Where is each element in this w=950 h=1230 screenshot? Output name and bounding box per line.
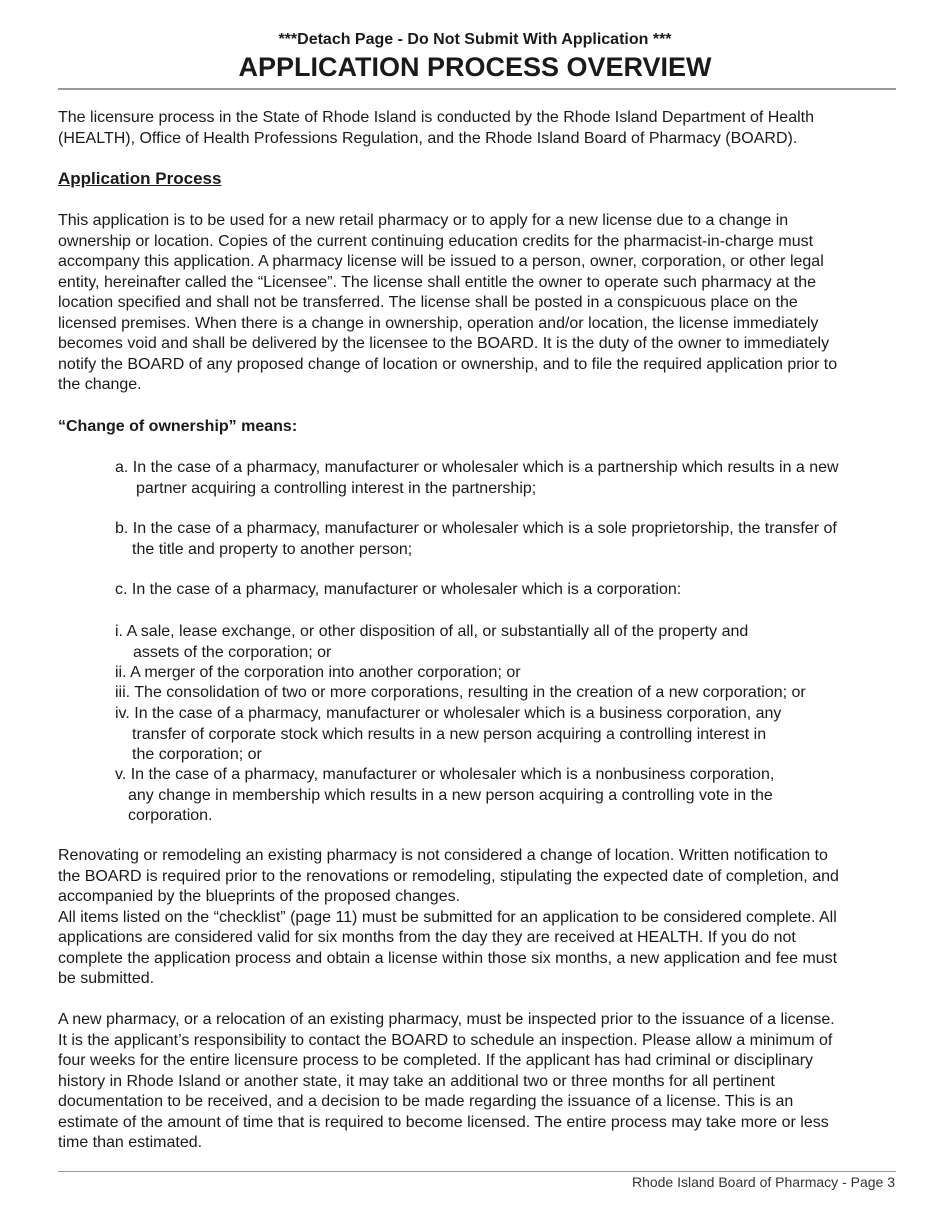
text-line: ii. A merger of the corporation into another corporation; or	[115, 664, 521, 681]
text-line: the change.	[58, 376, 142, 393]
change-of-ownership-heading: “Change of ownership” means:	[58, 418, 298, 435]
text-line: location specified and shall not be transferred. The license shall be posted in a conspicuous place on the	[58, 294, 798, 311]
text-line: licensed premises. When there is a change in ownership, operation and/or location, the license immediately	[58, 314, 819, 332]
text-line: time than estimated.	[58, 1134, 203, 1151]
text-line: history in Rhode Island or another state, it may take an additional two or three months for all pertinent	[58, 1072, 775, 1090]
inspection-paragraph	[58, 1010, 835, 1154]
detach-notice: ***Detach Page - Do Not Submit With Application ***	[278, 31, 672, 48]
text-line: corporation.	[128, 807, 213, 824]
section-heading: Application Process	[58, 169, 222, 188]
renovation-paragraph	[58, 846, 839, 990]
text-line: notify the BOARD of any proposed change of location or ownership, and to file the required application prior to	[58, 355, 838, 373]
text-line: A new pharmacy, or a relocation of an existing pharmacy, must be inspected prior to the issuance of a license.	[58, 1011, 835, 1028]
text-line: the title and property to another person;	[132, 540, 413, 558]
text-line: be submitted.	[58, 970, 155, 987]
text-line: any change in membership which results in a new person acquiring a controlling vote in the	[128, 786, 773, 804]
text-line: c. In the case of a pharmacy, manufacturer or wholesaler which is a corporation:	[115, 581, 682, 598]
text-line: accompany this application. A pharmacy license will be issued to a person, owner, corporation, or other legal	[58, 253, 824, 270]
text-line: the corporation; or	[132, 746, 262, 763]
text-line: All items listed on the “checklist” (page 11) must be submitted for an application to be considered complete. All	[58, 908, 837, 926]
header-divider	[58, 88, 896, 90]
list-item-v	[115, 765, 774, 827]
text-line: four weeks for the entire licensure process to be completed. If the applicant has had criminal or disciplinary	[58, 1052, 814, 1069]
list-item-iv	[115, 704, 781, 766]
text-line: v. In the case of a pharmacy, manufacturer or wholesaler which is a nonbusiness corporation,	[115, 766, 775, 783]
text-line: documentation to be received, and a decision to be made regarding the issuance of a license. This is an	[58, 1093, 794, 1110]
text-line: partner acquiring a controlling interest in the partnership;	[136, 479, 537, 497]
text-line: iv. In the case of a pharmacy, manufacturer or wholesaler which is a business corporation, any	[115, 705, 782, 722]
text-line: ownership or location. Copies of the current continuing education credits for the pharmacist-in-charge must	[58, 232, 814, 250]
text-line: Renovating or remodeling an existing pharmacy is not considered a change of location. Written notification to	[58, 847, 828, 864]
list-item-iii	[115, 683, 806, 704]
text-line: assets of the corporation; or	[133, 643, 332, 661]
text-line: iii. The consolidation of two or more corporations, resulting in the creation of a new corporation; or	[115, 684, 806, 701]
text-line: i. A sale, lease exchange, or other disposition of all, or substantially all of the property and	[115, 623, 749, 640]
text-line: a. In the case of a pharmacy, manufacturer or wholesaler which is a partnership which results in a new	[115, 459, 839, 476]
page-footer: Rhode Island Board of Pharmacy - Page 3	[631, 1174, 895, 1190]
text-line: This application is to be used for a new retail pharmacy or to apply for a new license due to a change in	[58, 212, 789, 229]
footer-divider	[58, 1171, 896, 1172]
text-line: It is the applicant’s responsibility to contact the BOARD to schedule an inspection. Please allow a minimum of	[58, 1031, 833, 1049]
text-line: The licensure process in the State of Rhode Island is conducted by the Rhode Island Department of Health	[58, 109, 814, 126]
text-line: estimate of the amount of time that is required to become licensed. The entire process may take more or less	[58, 1113, 829, 1131]
list-item-b	[115, 519, 837, 560]
text-line: the BOARD is required prior to the renovations or remodeling, stipulating the expected date of completion, and	[58, 867, 839, 885]
text-line: entity, hereinafter called the “Licensee”. The license shall entitle the owner to operate such pharmacy at the	[58, 273, 817, 291]
text-line: b. In the case of a pharmacy, manufacturer or wholesaler which is a sole proprietorship, the transfer of	[115, 520, 837, 537]
list-item-ii	[115, 663, 521, 684]
application-paragraph	[58, 211, 837, 396]
text-line: applications are considered valid for six months from the day they are received at HEALTH. If you do not	[58, 929, 796, 946]
text-line: complete the application process and obtain a license within those six months, a new application and fee must	[58, 949, 838, 967]
text-line: transfer of corporate stock which results in a new person acquiring a controlling interest in	[132, 725, 767, 743]
text-line: (HEALTH), Office of Health Professions Regulation, and the Rhode Island Board of Pharmacy (BOARD).	[58, 129, 798, 147]
text-line: accompanied by the blueprints of the proposed changes.	[58, 888, 461, 905]
list-item-a	[115, 458, 839, 499]
intro-paragraph	[58, 108, 814, 149]
page-title: APPLICATION PROCESS OVERVIEW	[238, 52, 712, 82]
text-line: becomes void and shall be delivered by the licensee to the BOARD. It is the duty of the owner to immediately	[58, 335, 830, 352]
list-item-c	[115, 580, 681, 601]
list-item-i	[115, 622, 748, 663]
